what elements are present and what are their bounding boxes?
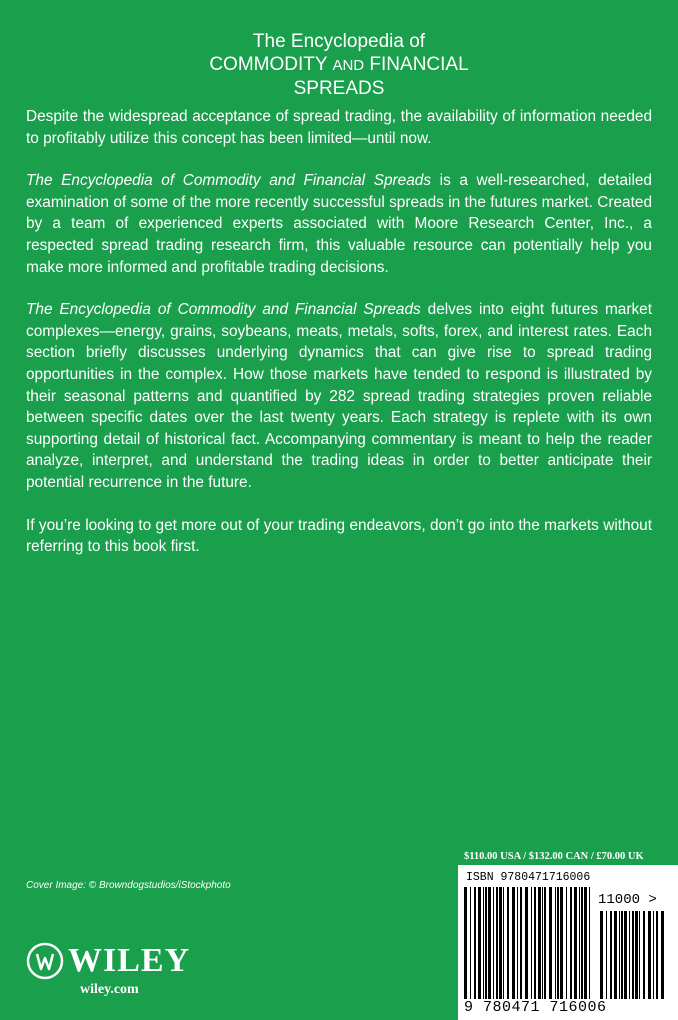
paragraph-3-body: delves into eight futures market complexes—energy, grains, soybeans, meats, metals, softs, forex, and interest rates. Each section briefly discusses underlying dynamics that can give rise to spread trading opportunities in the complex. How those markets have tended to respond is illustrated by their seasonal patterns and quantified by 282 spread trading strategies proven reliable between specific dates over the last twenty years. Each strategy is replete with its own supporting detail of historical fact. Accompanying commentary is meant to help the reader analyze, interpret, and understand the trading ideas in order to better anticipate their potential recurrence in the future. bbox=[26, 301, 652, 491]
barcode-number: 9 780471 716006 bbox=[464, 999, 607, 1016]
book-title bbox=[0, 30, 678, 100]
title-word-and: AND bbox=[332, 57, 365, 74]
paragraph-2-body: is a well-researched, detailed examination of some of the more recently successful spreads in the futures market. Created by a team of experienced experts associated with Moore Research Center, Inc., a respected spread trading research firm, this valuable resource can potentially help you make more informed and profitable trading decisions. bbox=[26, 172, 652, 276]
paragraph-2-book-title: The Encyclopedia of Commodity and Financial Spreads bbox=[26, 172, 432, 190]
isbn-barcode-icon bbox=[464, 887, 594, 999]
price-code: 11000 > bbox=[598, 892, 657, 908]
price-barcode-icon bbox=[600, 911, 668, 999]
isbn-text: ISBN 9780471716006 bbox=[466, 871, 591, 884]
paragraph-3 bbox=[26, 299, 652, 493]
title-line-1: The Encyclopedia of bbox=[252, 31, 426, 52]
paragraph-2 bbox=[26, 170, 652, 278]
title-word-commodity: COMMODITY bbox=[209, 54, 328, 75]
publisher-logo bbox=[26, 942, 190, 980]
title-word-financial: FINANCIAL bbox=[369, 54, 469, 75]
title-line-2 bbox=[0, 53, 678, 77]
paragraph-3-book-title: The Encyclopedia of Commodity and Financial Spreads bbox=[26, 301, 421, 319]
title-line-3: SPREADS bbox=[293, 78, 385, 99]
publisher-name: WILEY bbox=[68, 942, 191, 979]
paragraph-1: Despite the widespread acceptance of spread trading, the availability of information needed to profitably utilize this concept has been limited—until now. bbox=[26, 108, 652, 147]
paragraph-4: If you’re looking to get more out of your trading endeavors, don’t go into the markets without referring to this book first. bbox=[26, 516, 652, 556]
cover-image-credit: Cover Image: © Browndogstudios/iStockphoto bbox=[26, 880, 231, 891]
wiley-emblem-icon bbox=[26, 942, 64, 980]
blurb-text bbox=[26, 106, 652, 579]
price-label: $110.00 USA / $132.00 CAN / £70.00 UK bbox=[464, 851, 644, 862]
barcode-panel bbox=[458, 865, 678, 1020]
publisher-url: wiley.com bbox=[80, 982, 139, 997]
